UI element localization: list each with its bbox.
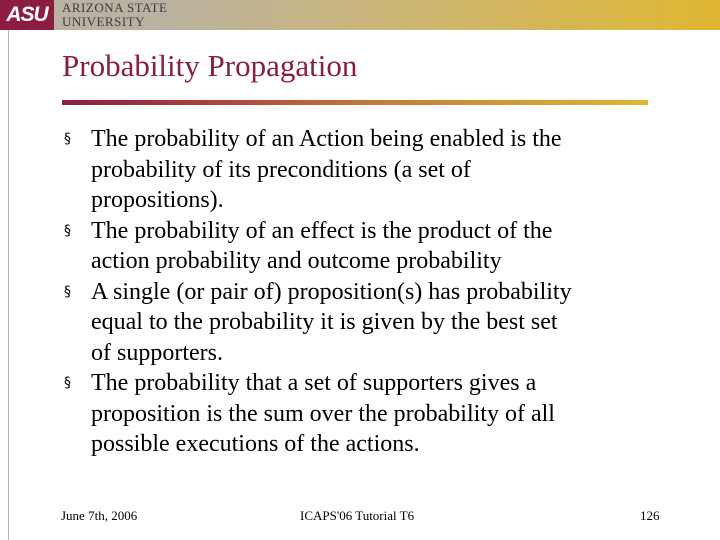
- bullet-item: [62, 277, 662, 369]
- bullet-marker-icon: §: [64, 131, 71, 147]
- bullet-line: The probability of an Action being enabled is the: [91, 126, 562, 152]
- left-margin-rule: [8, 30, 9, 540]
- bullet-list: [62, 124, 662, 460]
- footer-event: ICAPS'06 Tutorial T6: [300, 508, 415, 523]
- page-number: 126: [640, 508, 660, 523]
- bullet-line: action probability and outcome probability: [91, 248, 502, 274]
- bullet-line: of supporters.: [91, 339, 223, 366]
- bullet-line: equal to the probability it is given by the best set: [91, 309, 558, 335]
- bullet-item: [62, 216, 662, 277]
- title-underline: [62, 100, 648, 105]
- footer-date: June 7th, 2006: [61, 508, 138, 523]
- bullet-line: possible executions of the actions.: [91, 431, 420, 457]
- header-gradient-bar: [150, 0, 720, 30]
- asu-logo-mark: ASU: [0, 0, 54, 30]
- bullet-line: The probability that a set of supporters gives a: [91, 370, 537, 396]
- bullet-line: A single (or pair of) proposition(s) has probability: [91, 278, 572, 305]
- bullet-item: [62, 124, 662, 216]
- bullet-marker-icon: §: [64, 222, 71, 239]
- university-name-line2: UNIVERSITY: [62, 14, 145, 29]
- slide-title: Probability Propagation: [62, 48, 358, 83]
- bullet-line: probability of its preconditions (a set of: [91, 156, 471, 183]
- university-name-line1: ARIZONA STATE: [62, 0, 168, 15]
- bullet-line: proposition is the sum over the probability of all: [91, 400, 555, 427]
- university-wordmark: [62, 1, 168, 29]
- bullet-marker-icon: §: [64, 375, 71, 391]
- bullet-line: propositions).: [91, 187, 224, 213]
- bullet-item: [62, 368, 662, 460]
- bullet-line: The probability of an effect is the product of the: [91, 217, 553, 244]
- bullet-marker-icon: §: [64, 283, 71, 300]
